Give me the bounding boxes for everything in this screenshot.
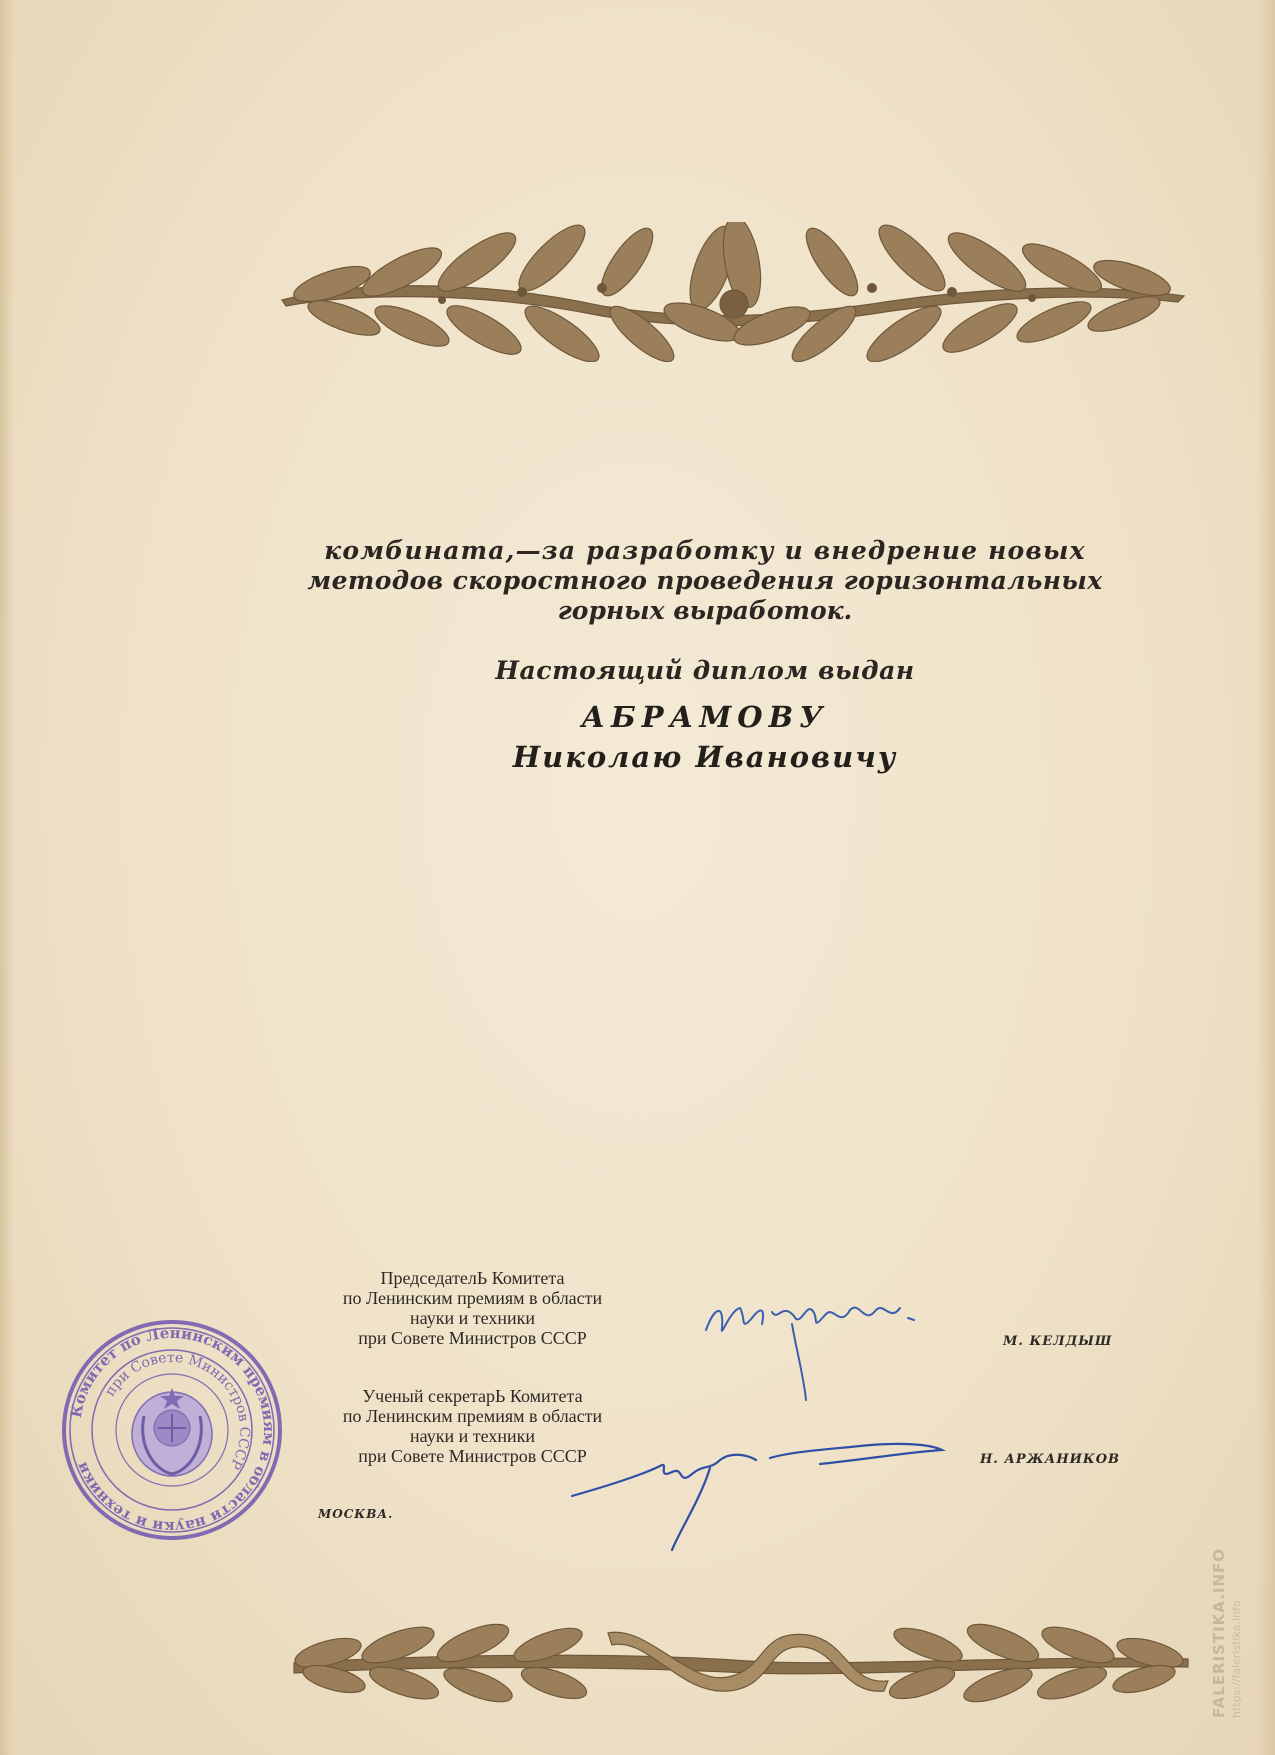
title-line: науки и техники bbox=[410, 1308, 535, 1328]
paper-edge-left bbox=[0, 0, 14, 1755]
secretary-name: Н. АРЖАНИКОВ bbox=[980, 1452, 1121, 1467]
title-line: науки и техники bbox=[410, 1426, 535, 1446]
chairman-title bbox=[300, 1268, 645, 1348]
chairman-name: М. КЕЛДЫШ bbox=[1003, 1334, 1113, 1349]
site-watermark bbox=[1194, 1548, 1275, 1728]
laurel-wreath-top-ornament bbox=[272, 222, 1194, 362]
citation-line: горных выработок. bbox=[557, 596, 853, 625]
title-line: по Ленинским премиям в области bbox=[342, 1288, 603, 1308]
recipient-given-names: Николаю Ивановичу bbox=[512, 740, 898, 774]
title-line: при Совете Министров СССР bbox=[358, 1328, 587, 1348]
secretary-signature bbox=[560, 1430, 960, 1555]
citation-line: комбината,—за разработку и внедрение новых bbox=[324, 536, 1086, 565]
watermark-brand: FALERISTIKA.INFO bbox=[1210, 1547, 1228, 1718]
title-line: по Ленинским премиям в области bbox=[342, 1406, 603, 1426]
paper-edge-right bbox=[1257, 0, 1275, 1755]
stamp-outer-text: Комитет по Ленинским премиям в области науки и техники bbox=[66, 1323, 279, 1537]
committee-stamp bbox=[58, 1316, 286, 1544]
title-line: при Совете Министров СССР bbox=[358, 1446, 587, 1466]
recipient-surname: АБРАМОВУ bbox=[581, 700, 829, 734]
laurel-ribbon-bottom-ornament bbox=[288, 1615, 1194, 1703]
citation-line: методов скоростного проведения горизонтальных bbox=[307, 566, 1103, 595]
stamp-inner-text: при Совете Министров СССР bbox=[102, 1349, 253, 1472]
watermark-url: https://faleristika.info bbox=[1230, 1600, 1243, 1718]
title-line: Ученый секретарЬ Комитета bbox=[362, 1386, 583, 1406]
issued-statement: Настоящий диплом выдан bbox=[495, 656, 915, 685]
city-label: МОСКВА. bbox=[318, 1507, 394, 1521]
chairman-signature bbox=[700, 1288, 970, 1408]
title-line: ПредседателЬ Комитета bbox=[380, 1268, 565, 1288]
state-emblem-icon bbox=[132, 1388, 212, 1476]
award-citation bbox=[300, 536, 1110, 626]
